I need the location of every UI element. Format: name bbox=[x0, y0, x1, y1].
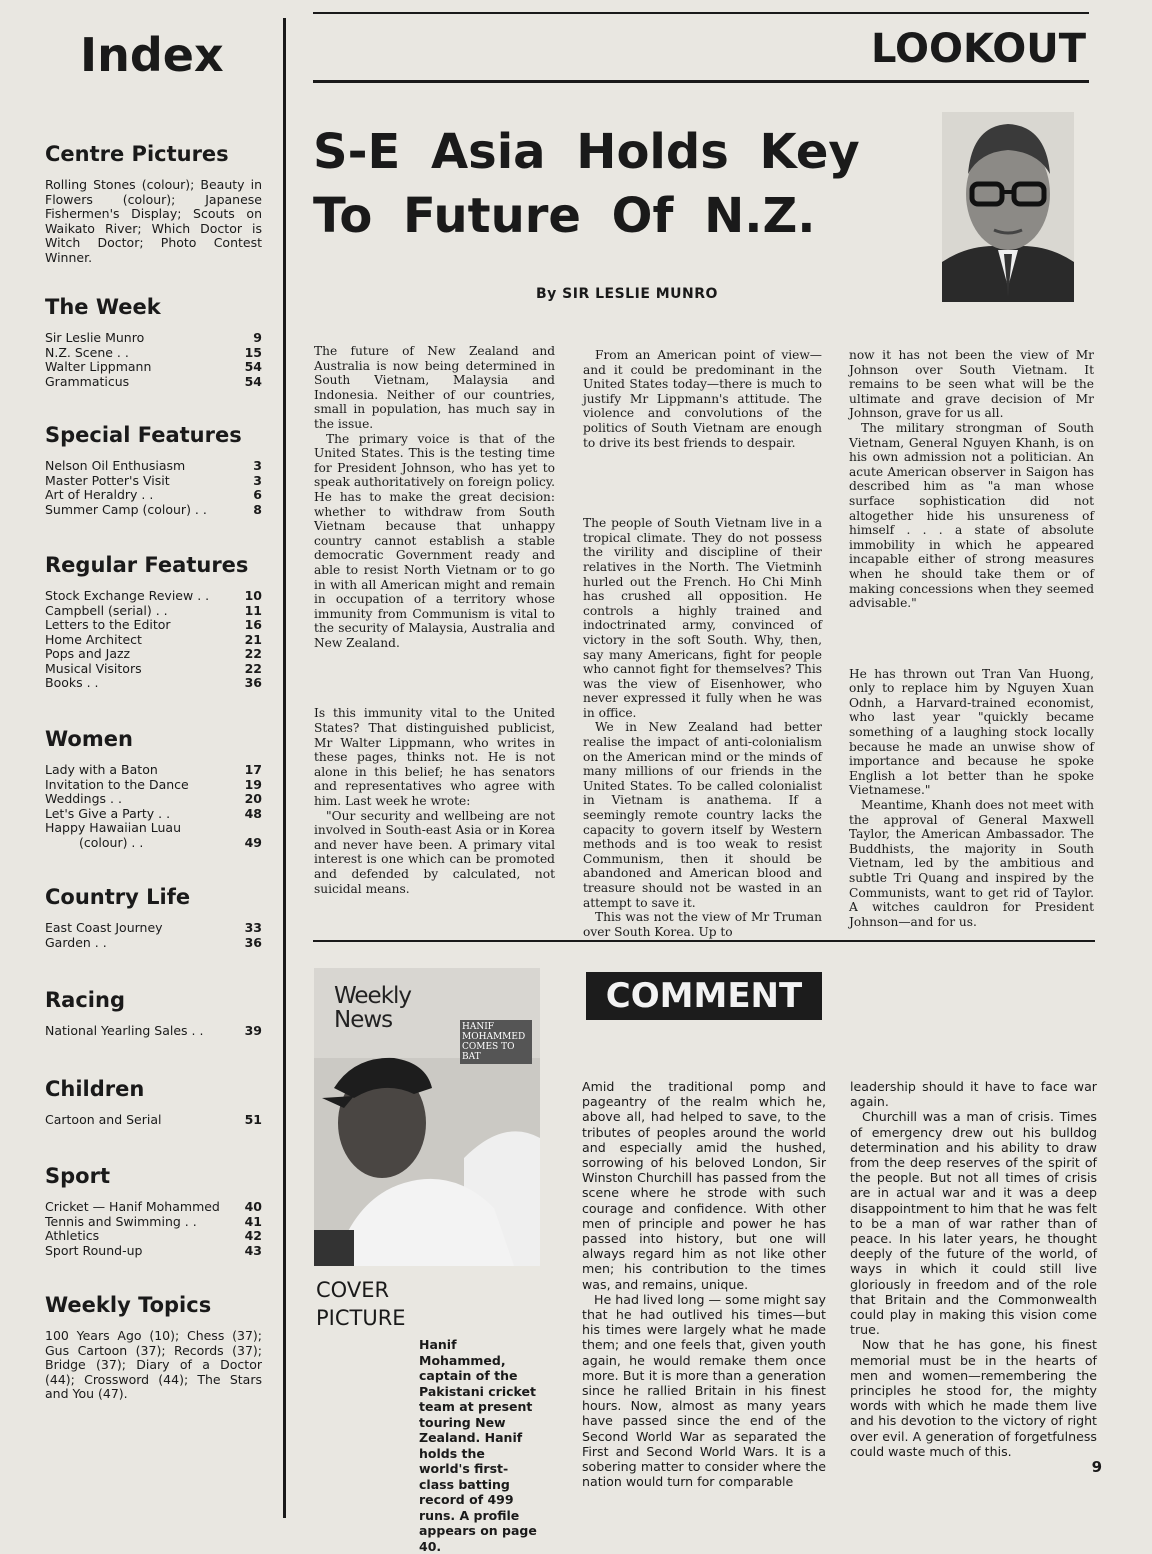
entry-page: 36 bbox=[244, 675, 262, 690]
index-entry bbox=[45, 836, 262, 851]
entry-page: 42 bbox=[244, 1228, 262, 1243]
article-column-1 bbox=[314, 344, 555, 896]
index-entry bbox=[45, 1024, 262, 1039]
paragraph-text: leadership should it have to face war again. bbox=[850, 1079, 1097, 1110]
entry-page: 19 bbox=[244, 776, 262, 792]
index-entry bbox=[45, 331, 262, 346]
article-paragraph bbox=[314, 706, 555, 808]
entry-label: Art of Heraldry . . bbox=[45, 487, 154, 502]
index-title: Index bbox=[80, 28, 224, 82]
index-entry bbox=[45, 936, 262, 951]
paragraph-text: He has thrown out Tran Van Huong, only to replace him by Nguyen Xuan Odnh, a Harvard-trained economist, who last year "quickly became something of a laughing stock locally because he made an unwise show of importance and because he spoke English a lot better than he spoke Vietnamese." bbox=[849, 666, 1094, 798]
paragraph-text: Now that he has gone, his finest memorial must be in the hearts of men and women—remembering the principles he stood for, the mighty words with which he made them live and his devotion to the victory of right over evil. A generation of forgetfulness could waste much of this. bbox=[850, 1337, 1097, 1459]
comment-label: COMMENT bbox=[586, 972, 822, 1020]
index-section-country-life bbox=[45, 885, 262, 950]
index-entry bbox=[45, 763, 262, 778]
article-paragraph bbox=[314, 432, 555, 651]
entry-page: 21 bbox=[244, 631, 262, 647]
paragraph-text: Meantime, Khanh does not meet with the approval of General Maxwell Taylor, the American Ambassador. The Buddhists, the majority in South Vietnam, led by the ambitious and subtle Tri Quang and inspired by the Communists, want to get rid of Taylor. A witches cauldron for President Johnson—and for us. bbox=[849, 798, 1094, 929]
masthead-line-1: Weekly bbox=[334, 983, 412, 1009]
index-section-regular-features bbox=[45, 553, 262, 691]
entry-page: 40 bbox=[244, 1199, 262, 1214]
page-number: 9 bbox=[1091, 1458, 1102, 1476]
article-paragraph bbox=[314, 344, 555, 432]
masthead-line-2: News bbox=[334, 1007, 393, 1033]
index-entry bbox=[45, 1215, 262, 1230]
entry-page: 17 bbox=[244, 762, 262, 777]
entry-label: Garden . . bbox=[45, 934, 107, 950]
entry-label: Musical Visitors bbox=[45, 660, 142, 676]
section-heading: Centre Pictures bbox=[45, 142, 229, 166]
index-entry bbox=[45, 662, 262, 677]
comment-paragraph bbox=[850, 1337, 1097, 1459]
entry-page: 3 bbox=[253, 458, 262, 473]
section-text: Rolling Stones (colour); Beauty in Flowers (colour); Japanese Fishermen's Display; Scouts on Waikato River; Which Doctor is Witch Doctor; Photo Contest Winner. bbox=[45, 177, 262, 265]
paragraph-text: Is this immunity vital to the United States? That distinguished publicist, Mr Walter Lippmann, who writes in these pages, thinks not. He is not alone in this belief; he has senators and representatives who agree with him. Last week he wrote: bbox=[314, 706, 555, 809]
lookout-label: LOOKOUT bbox=[870, 26, 1086, 72]
entry-label: Cartoon and Serial bbox=[45, 1112, 162, 1127]
paragraph-text: now it has not been the view of Mr Johnson over South Vietnam. It remains to be seen what will be the ultimate and grave decision of Mr Johnson, grave for us all. bbox=[849, 348, 1094, 421]
article-paragraph bbox=[314, 809, 555, 897]
top-rule bbox=[313, 12, 1089, 14]
entry-label: National Yearling Sales . . bbox=[45, 1023, 204, 1038]
paragraph-text: "Our security and wellbeing are not involved in South-east Asia or in Korea and never have been. A primary vital interest is one which can be promoted and defended by calculated, not suicidal means. bbox=[314, 808, 555, 896]
section-heading: Sport bbox=[45, 1164, 110, 1188]
comment-paragraph bbox=[850, 1079, 1097, 1109]
entry-page: 15 bbox=[244, 344, 262, 360]
comment-paragraph bbox=[582, 1079, 826, 1292]
article-column-3 bbox=[849, 348, 1094, 929]
paragraph-text: The future of New Zealand and Australia is now being determined in South Vietnam, Malaysia and Indonesia. Neither of our countries, small in population, has much say in the issue. bbox=[314, 344, 555, 431]
entry-label: Tennis and Swimming . . bbox=[45, 1213, 197, 1229]
entry-label: Nelson Oil Enthusiasm bbox=[45, 458, 186, 473]
index-section-the-week bbox=[45, 295, 262, 389]
index-entry bbox=[45, 778, 262, 793]
article-column-2 bbox=[583, 348, 822, 939]
entry-label: Lady with a Baton bbox=[45, 762, 158, 777]
entry-label: Happy Hawaiian Luau bbox=[45, 820, 181, 835]
section-heading: Children bbox=[45, 1077, 145, 1101]
index-entry bbox=[45, 459, 262, 474]
entry-page: 22 bbox=[244, 646, 262, 661]
index-entry bbox=[45, 676, 262, 691]
index-entry bbox=[45, 360, 262, 375]
entry-page: 51 bbox=[244, 1112, 262, 1127]
entry-label: Master Potter's Visit bbox=[45, 472, 170, 488]
entry-label: Grammaticus bbox=[45, 373, 130, 389]
section-heading: Weekly Topics bbox=[45, 1293, 212, 1317]
entry-page: 54 bbox=[244, 359, 262, 374]
section-heading: Regular Features bbox=[45, 553, 249, 577]
section-text: 100 Years Ago (10); Chess (37); Gus Cartoon (37); Records (37); Bridge (37); Diary of a Doctor (44); Crossword (44); The Stars and You (47). bbox=[45, 1328, 262, 1401]
entry-label: (colour) . . bbox=[79, 834, 144, 850]
index-entry bbox=[45, 1244, 262, 1259]
entry-page: 39 bbox=[244, 1023, 262, 1038]
article-paragraph bbox=[849, 667, 1094, 798]
byline: By SIR LESLIE MUNRO bbox=[536, 286, 718, 302]
article-paragraph bbox=[583, 516, 822, 720]
index-entry bbox=[45, 1113, 262, 1128]
entry-label: Cricket — Hanif Mohammed bbox=[45, 1199, 220, 1214]
index-section-special-features bbox=[45, 423, 262, 517]
label-line-2: PICTURE bbox=[316, 1306, 406, 1330]
entry-label: Home Architect bbox=[45, 631, 142, 647]
index-entry bbox=[45, 633, 262, 648]
comment-paragraph bbox=[582, 1292, 826, 1490]
cover-picture bbox=[314, 968, 540, 1266]
entry-page: 11 bbox=[244, 602, 262, 618]
entry-page: 54 bbox=[244, 373, 262, 389]
index-entry bbox=[45, 503, 262, 518]
cover-headline: HANIF MOHAMMED COMES TO BAT bbox=[460, 1020, 532, 1064]
index-section-centre-pictures bbox=[45, 142, 262, 265]
index-entry bbox=[45, 821, 262, 836]
entry-label: Stock Exchange Review . . bbox=[45, 588, 210, 603]
paragraph-text: The military strongman of South Vietnam, General Nguyen Khanh, is on his own admission not a politician. An acute American observer in Saigon has described him as "a man whose surface sophistication did not altogether hide his unsureness of himself . . . a state of absolute immobility in which he appeared incapable either of strong measures when he should take them or of making concessions when they seemed advisable." bbox=[849, 420, 1094, 611]
article-paragraph bbox=[849, 421, 1094, 611]
section-heading: The Week bbox=[45, 295, 161, 319]
article-paragraph bbox=[583, 910, 822, 939]
index-section-children bbox=[45, 1077, 262, 1128]
article-headline bbox=[313, 120, 933, 248]
entry-label: Campbell (serial) . . bbox=[45, 602, 168, 618]
entry-page: 49 bbox=[244, 834, 262, 850]
entry-label: Sport Round-up bbox=[45, 1242, 143, 1258]
paragraph-text: The people of South Vietnam live in a tropical climate. They do not possess the virility and discipline of their relatives in the North. The Vietminh hurled out the French. Ho Chi Minh has crushed all opposition. He controls a highly trained and indoctrinated army, convinced of victory in the soft South. Why, then, say many Americans, fight for people who cannot fight for themselves? This was the view of Eisenhower, who never expressed it fully when he was in office. bbox=[583, 516, 822, 720]
entry-label: Summer Camp (colour) . . bbox=[45, 501, 207, 517]
entry-label: Walter Lippmann bbox=[45, 359, 152, 374]
paragraph-text: This was not the view of Mr Truman over South Korea. Up to bbox=[583, 910, 822, 939]
paragraph-text: We in New Zealand had better realise the impact of anti-colonialism on the American mind or the minds of many millions of our friends in the United States. To be called colonialist in Vietnam is anathema. If a seemingly remote country lacks the capacity to govern itself by Western methods and is too weak to resist Communism, then it should be abandoned and American blood and treasure should not be wasted in an attempt to save it. bbox=[583, 720, 822, 910]
entry-label: Letters to the Editor bbox=[45, 617, 171, 632]
paragraph-text: From an American point of view—and it could be predominant in the United States today—there is much to justify Mr Lippmann's attitude. The violence and convolutions of the politics of South Vietnam are enough to drive its best friends to despair. bbox=[583, 348, 822, 450]
index-entry bbox=[45, 375, 262, 390]
cover-masthead bbox=[334, 984, 411, 1032]
entry-page: 9 bbox=[253, 330, 262, 345]
article-paragraph bbox=[583, 348, 822, 450]
index-entry bbox=[45, 1229, 262, 1244]
paragraph-text: The primary voice is that of the United States. This is the testing time for President Johnson, who has yet to speak authoritatively on foreign policy. He has to make the great decision: whether to withdraw from South Vietnam because that unhappy country cannot establish a stable democratic Government ready and able to resist North Vietnam or to go in with all American might and remain in occupation of a territory whose immunity from Communism is vital to the security of Malaysia, Australia and New Zealand. bbox=[314, 431, 555, 650]
header-rule bbox=[313, 80, 1089, 83]
entry-label: Sir Leslie Munro bbox=[45, 330, 145, 345]
entry-page: 16 bbox=[244, 617, 262, 632]
sidebar-divider bbox=[283, 18, 286, 1518]
paragraph-text: He had lived long — some might say that he had outlived his times—but his times were largely what he made them; and one feels that, given youth again, he would remake them once more. But it is more than a generation since he rallied Britain in his finest hours. Now, almost as many years have passed since the end of the Second World War as separated the First and Second World Wars. It is a sobering matter to consider where the nation would turn for comparable bbox=[582, 1291, 826, 1490]
headline-line-2: To Future Of N.Z. bbox=[313, 188, 816, 244]
index-section-women bbox=[45, 727, 262, 850]
index-entry bbox=[45, 1200, 262, 1215]
index-entry bbox=[45, 807, 262, 822]
comment-paragraph bbox=[850, 1109, 1097, 1337]
author-portrait bbox=[942, 112, 1074, 302]
index-entry bbox=[45, 921, 262, 936]
article-paragraph bbox=[849, 348, 1094, 421]
index-entry bbox=[45, 618, 262, 633]
entry-label: Weddings . . bbox=[45, 791, 122, 806]
index-entry bbox=[45, 474, 262, 489]
entry-page: 3 bbox=[253, 472, 262, 488]
paragraph-text: Amid the traditional pomp and pageantry of the realm which he, above all, had helped to save, to the tributes of peoples around the world and especially amid the hushed, sorrowing of his beloved London, Sir Winston Churchill has passed from the scene where he strode with such courage and confidence. With other men of principle and power he has passed into history, but one will always regard him as not like other men; his contribution to the times was, and remains, unique. bbox=[582, 1079, 826, 1292]
entry-page: 6 bbox=[253, 487, 262, 502]
section-heading: Women bbox=[45, 727, 133, 751]
article-paragraph bbox=[583, 720, 822, 910]
entry-page: 20 bbox=[244, 791, 262, 806]
index-section-weekly-topics bbox=[45, 1293, 262, 1402]
entry-page: 8 bbox=[253, 501, 262, 517]
index-entry bbox=[45, 346, 262, 361]
section-heading: Special Features bbox=[45, 423, 242, 447]
index-section-racing bbox=[45, 988, 262, 1039]
cover-picture-label bbox=[316, 1276, 406, 1332]
section-heading: Country Life bbox=[45, 885, 191, 909]
entry-page: 43 bbox=[244, 1242, 262, 1258]
entry-page: 22 bbox=[244, 660, 262, 676]
entry-page: 10 bbox=[244, 588, 262, 603]
index-entry bbox=[45, 488, 262, 503]
entry-page: 36 bbox=[244, 934, 262, 950]
headline-line-1: S-E Asia Holds Key bbox=[313, 124, 860, 180]
entry-page: 41 bbox=[244, 1213, 262, 1229]
index-entry bbox=[45, 792, 262, 807]
comment-column-2 bbox=[850, 1079, 1097, 1459]
index-section-sport bbox=[45, 1164, 262, 1258]
article-paragraph bbox=[849, 798, 1094, 929]
entry-label: Athletics bbox=[45, 1228, 100, 1243]
entry-page: 48 bbox=[244, 805, 262, 821]
comment-column-1 bbox=[582, 1079, 826, 1489]
paragraph-text: Churchill was a man of crisis. Times of emergency drew out his bulldog determination and his ability to draw from the deep reserves of the spirit of the people. But not all times of crisis are in actual war and it was a deep disappointment to him that he was felt to be a man of war rather than of peace. In his later years, he thought deeply of the future of the world, of ways in which it could still live gloriously in freedom and of the role that Britain and the Commonwealth could play in making this vision come true. bbox=[850, 1109, 1097, 1338]
section-divider-rule bbox=[313, 940, 1095, 942]
entry-label: East Coast Journey bbox=[45, 920, 163, 935]
entry-label: Pops and Jazz bbox=[45, 646, 131, 661]
cover-caption: Hanif Mohammed, captain of the Pakistani cricket team at present touring New Zealand. Hanif holds the world's first-class batting record of 499 runs. A profile appears on page 40. bbox=[419, 1337, 537, 1554]
index-entry bbox=[45, 589, 262, 604]
index-entry bbox=[45, 604, 262, 619]
section-heading: Racing bbox=[45, 988, 125, 1012]
entry-page: 33 bbox=[244, 920, 262, 935]
index-entry bbox=[45, 647, 262, 662]
label-line-1: COVER bbox=[316, 1278, 390, 1302]
entry-label: Let's Give a Party . . bbox=[45, 805, 171, 821]
entry-label: Books . . bbox=[45, 675, 99, 690]
entry-label: N.Z. Scene . . bbox=[45, 344, 129, 360]
entry-label: Invitation to the Dance bbox=[45, 776, 189, 792]
